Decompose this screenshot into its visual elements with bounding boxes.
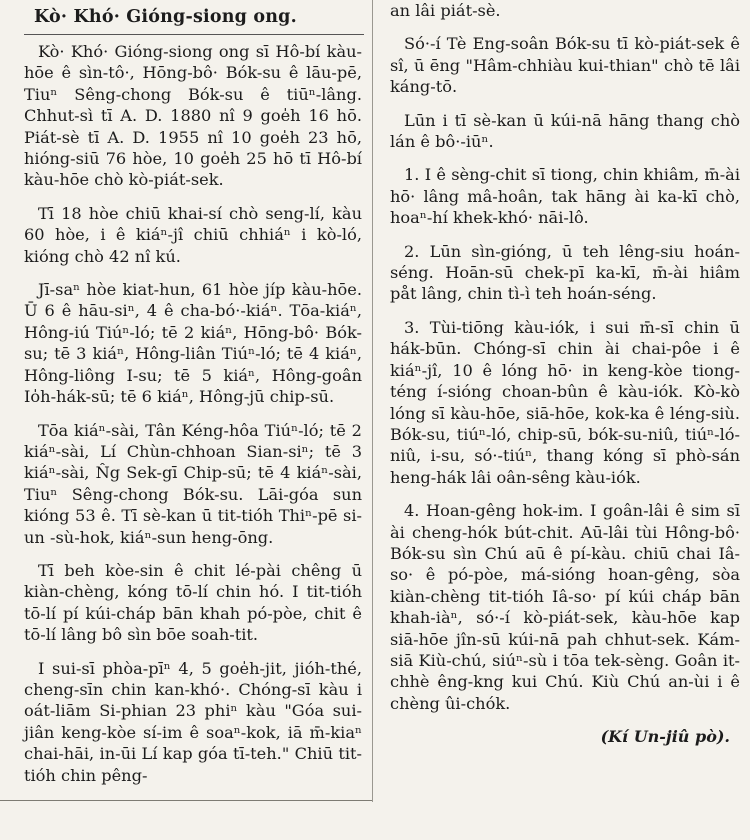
paragraph-example-intro: Lūn i tī sè-kan ū kúi-nā hāng thang chò lán ê bô·-iūⁿ. <box>390 110 740 152</box>
left-column <box>0 0 370 840</box>
paragraph-point-1: 1. I ê sèng-chit sī tiong, chin khiâm, m̄-ài hō· lâng mâ-hoân, tak hāng ài ka-kī chò, hoaⁿ-hí khek-khó· nāi-lô. <box>390 165 740 228</box>
paragraph-business: Tī 18 hòe chiū khai-sí chò seng-lí, kàu 60 hòe, i ê kiáⁿ-jî chiū chhiáⁿ i kò-ló, kióng chò 42 nî kú. <box>24 203 362 266</box>
paragraph-continuation: an lâi piát-sè. <box>390 1 501 20</box>
paragraph-point-3: 3. Tùi-tiōng kàu-iók, i sui m̄-sī chin ū hák-būn. Chóng-sī chin ài chai-pôe i ê kiáⁿ-jî, 10 ê lóng hō· in keng-kòe tiong-téng í-sióng choan-bûn ê kàu-iók. Kò-kò lóng sī kàu-hōe, siā-hōe, kok-ka ê léng-siù. Bók-su, tiúⁿ-ló, chip-sū, bók-su-niû, tiúⁿ-ló-niû, i-su, só·-tiúⁿ, thang kóng sī phò-sán heng-hák lâi oân-sêng kàu-iók. <box>390 317 740 487</box>
paragraph-biography: Kò· Khó· Gióng-siong ong sī Hô-bí kàu-hōe ê sìn-tô·, Hōng-bô· Bók-su ê lāu-pē, Tiuⁿ Sêng-chong Bók-su ê tiūⁿ-lâng. Chhut-sì tī A. D. 1880 nî 9 goe̍h 16 hō. Piát-sè tī A. D. 1955 nî 10 goe̍h 23 hō, hióng-siū 76 hòe, 10 goe̍h 25 hō tī Hô-bí kàu-hōe chò kò-piát-sek. <box>24 42 362 190</box>
column-divider <box>372 0 373 802</box>
column-bottom-rule <box>0 800 372 801</box>
article-title: Kò· Khó· Gióng-siong ong. <box>34 7 297 27</box>
paragraph-family: Jī-saⁿ hòe kiat-hun, 61 hòe jíp kàu-hōe. Ū 6 ê hāu-siⁿ, 4 ê cha-bó·-kiáⁿ. Tōa-kiáⁿ, Hông-iú Tiúⁿ-ló; tē 2 kiáⁿ, Hōng-bô· Bók-su; tē 3 kiáⁿ, Hông-liân Tiúⁿ-ló; tē 4 kiáⁿ, Hông-liông I-su; tē 5 kiáⁿ, Hông-goân Io̍h-hák-sū; tē 6 kiáⁿ, Hông-jū chip-sū. <box>24 280 362 407</box>
paragraph-point-4: 4. Hoan-gêng hok-im. I goân-lâi ê sim sī ài cheng-hók bút-chit. Aū-lâi tùi Hông-bô· Bók-su sìn Chú aū ê pí-kàu. chiū chai Iâ-so· ê pó-pòe, má-sióng hoan-gêng, sòa kiàn-chèng tit-tióh Iâ-so· pí kúi cháp bān khah-iàⁿ, só·-í kò-piát-sek, kàu-hōe kap siā-hōe jîn-sū kúi-nā pah chhut-sek. Kám-siā Kiù-chú, siúⁿ-sù i tōa tek-sèng. Goân it-chhè êng-kng kui Chú. Kiù Chú an-ùi i ê chèng ûi-chók. <box>390 501 740 713</box>
title-underline <box>24 34 364 35</box>
paragraph-funeral: Só·-í Tè Eng-soân Bók-su tī kò-piát-sek ê sî, ū ēng "Hâm-chhiàu kui-thian" chò tē lâi káng-tō. <box>390 34 740 97</box>
paragraph-testimony: Tī beh kòe-sin ê chit lé-pài chêng ū kiàn-chèng, kóng tō-lí chin hó. I tit-tióh tō-lí pí kúi-cháp bān khah pó-pòe, chit ê tō-lí lâng bô sìn bōe soah-tit. <box>24 560 362 645</box>
paragraph-sons-in-law: Tōa kiáⁿ-sài, Tân Kéng-hôa Tiúⁿ-ló; tē 2 kiáⁿ-sài, Lí Chùn-chhoan Sian-siⁿ; tē 3 kiáⁿ-sài, N̂g Sek-gī Chip-sū; tē 4 kiáⁿ-sài, Tiuⁿ Sêng-chong Bók-su. Lāi-góa sun kióng 53 ê. Tī sè-kan ū tit-tióh Thiⁿ-pē si-un -sù-hok, kiáⁿ-sun heng-ōng. <box>24 420 362 547</box>
right-column <box>376 0 750 840</box>
paragraph-point-2: 2. Lūn sìn-gióng, ū teh lêng-siu hoán-séng. Hoān-sū chek-pī ka-kī, m̄-ài hiâm påt lâng, chin tì-ì teh hoán-séng. <box>390 241 740 304</box>
paragraph-illness: I sui-sī phòa-pīⁿ 4, 5 goe̍h-jit, jióh-thé, cheng-sīn chin kan-khó·. Chóng-sī kàu i oát-liām Si-phian 23 phiⁿ kàu "Góa sui-jiân keng-kòe sí-im ê soaⁿ-kok, iā m̄-kiaⁿ chai-hāi, in-ūi Lí kap góa tī-teh." Chiū tit-tióh chin pêng- <box>24 658 362 785</box>
author-signature: (Kí Un-jiû pò). <box>600 727 730 747</box>
